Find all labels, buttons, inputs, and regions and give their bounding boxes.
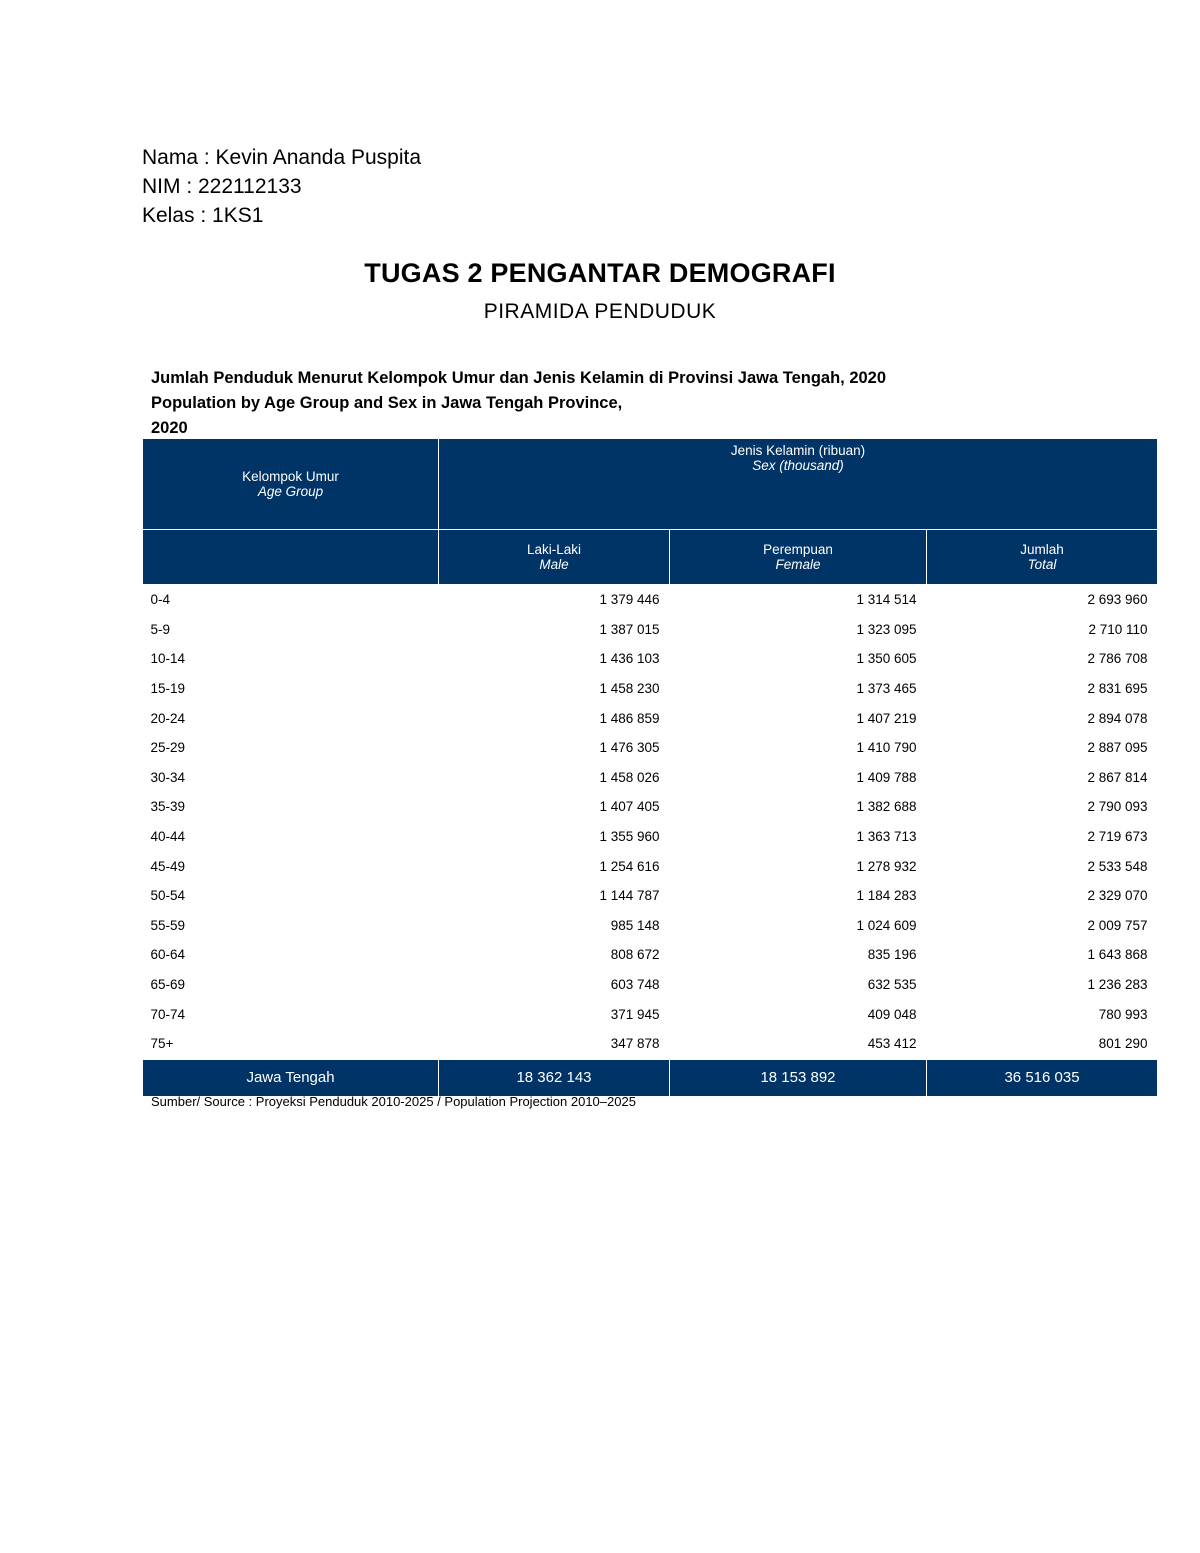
- cell-total: 2 786 708: [1087, 651, 1148, 667]
- cell-total: 2 831 695: [1087, 681, 1148, 697]
- table-row: [143, 1029, 1158, 1059]
- header-sex-label-en: Sex (thousand): [752, 458, 844, 473]
- cell-female: 1 323 095: [856, 621, 917, 637]
- table-caption: [151, 366, 886, 441]
- header-age-group-label: Kelompok Umur: [242, 469, 339, 484]
- table-row: [143, 763, 1158, 793]
- cell-age: 30-34: [150, 769, 186, 785]
- caption-line-2: Population by Age Group and Sex in Jawa Tengah Province,: [151, 394, 623, 412]
- cell-total: 2 894 078: [1087, 710, 1148, 726]
- cell-male: 985 148: [610, 917, 660, 933]
- student-nim: NIM : 222112133: [142, 175, 302, 198]
- header-sex-label: Jenis Kelamin (ribuan): [730, 443, 866, 458]
- table-row: [143, 851, 1158, 881]
- header-female-label: Perempuan: [763, 542, 833, 557]
- cell-age: 45-49: [150, 858, 186, 874]
- cell-female: 1 363 713: [856, 829, 917, 845]
- cell-male: 1 476 305: [599, 740, 660, 756]
- cell-total: 1 236 283: [1087, 977, 1148, 993]
- caption-line-1: Jumlah Penduduk Menurut Kelompok Umur dan Jenis Kelamin di Provinsi Jawa Tengah, 2020: [151, 369, 887, 387]
- cell-age: 25-29: [150, 740, 186, 756]
- header-sex: [439, 439, 1158, 530]
- cell-male: 347 878: [610, 1036, 660, 1052]
- cell-age: 75+: [150, 1036, 174, 1052]
- header-age-group: [143, 439, 439, 530]
- table-row: [143, 822, 1158, 852]
- cell-male: 808 672: [610, 947, 660, 963]
- cell-female: 1 314 514: [856, 592, 917, 608]
- cell-age: 70-74: [150, 1006, 186, 1022]
- cell-male: 1 379 446: [599, 592, 660, 608]
- table-row: [143, 703, 1158, 733]
- cell-female: 1 410 790: [856, 740, 917, 756]
- cell-age: 5-9: [150, 621, 171, 637]
- cell-male: 1 436 103: [599, 651, 660, 667]
- cell-total: 2 790 093: [1087, 799, 1148, 815]
- student-name: Nama : Kevin Ananda Puspita: [142, 146, 422, 169]
- table-body: [143, 585, 1158, 1097]
- cell-total: 2 009 757: [1087, 917, 1148, 933]
- cell-female: 835 196: [867, 947, 917, 963]
- cell-age: 55-59: [150, 917, 186, 933]
- cell-male: 1 355 960: [599, 829, 660, 845]
- header-total-label-en: Total: [1027, 557, 1057, 572]
- header-total-label: Jumlah: [1020, 542, 1064, 557]
- cell-female: 1 024 609: [856, 917, 917, 933]
- cell-female: 1 350 605: [856, 651, 917, 667]
- cell-total: 2 533 548: [1087, 858, 1148, 874]
- cell-total: 2 693 960: [1087, 592, 1148, 608]
- header-total: [927, 530, 1158, 585]
- cell-female: 1 382 688: [856, 799, 917, 815]
- cell-age: 0-4: [150, 592, 171, 608]
- cell-total: 780 993: [1098, 1006, 1148, 1022]
- source-note: Sumber/ Source : Proyeksi Penduduk 2010-2025 / Population Projection 2010–2025: [151, 1094, 636, 1109]
- cell-total: 2 867 814: [1087, 769, 1148, 785]
- cell-age: 35-39: [150, 799, 186, 815]
- caption-line-3: 2020: [151, 419, 188, 437]
- page-subtitle: PIRAMIDA PENDUDUK: [483, 300, 717, 323]
- cell-total: 1 643 868: [1087, 947, 1148, 963]
- cell-male: 371 945: [610, 1006, 660, 1022]
- cell-age: 65-69: [150, 977, 186, 993]
- cell-male: 1 407 405: [599, 799, 660, 815]
- table-row: [143, 881, 1158, 911]
- cell-female: 632 535: [867, 977, 917, 993]
- header-age-group-label-en: Age Group: [257, 484, 324, 499]
- cell-male: 603 748: [610, 977, 660, 993]
- table-row: [143, 911, 1158, 941]
- cell-male: 1 144 787: [599, 888, 660, 904]
- cell-female: 1 184 283: [856, 888, 917, 904]
- cell-female: 409 048: [867, 1006, 917, 1022]
- header-female: [670, 530, 927, 585]
- cell-total: 2 329 070: [1087, 888, 1148, 904]
- header-blank: [143, 530, 439, 585]
- header-female-label-en: Female: [775, 557, 821, 572]
- table-row: [143, 970, 1158, 1000]
- cell-age: 60-64: [150, 947, 186, 963]
- table-row: [143, 792, 1158, 822]
- cell-age: 10-14: [150, 651, 186, 667]
- page-title: TUGAS 2 PENGANTAR DEMOGRAFI: [364, 258, 836, 288]
- cell-female: 1 278 932: [856, 858, 917, 874]
- table-row: [143, 674, 1158, 704]
- cell-female: 1 373 465: [856, 681, 917, 697]
- total-label: Jawa Tengah: [143, 1059, 439, 1096]
- total-male: 18 362 143: [439, 1059, 670, 1096]
- cell-age: 20-24: [150, 710, 186, 726]
- table-row: [143, 585, 1158, 615]
- cell-total: 2 887 095: [1087, 740, 1148, 756]
- cell-total: 2 710 110: [1088, 621, 1148, 637]
- cell-male: 1 458 230: [599, 681, 660, 697]
- total-total: 36 516 035: [927, 1059, 1158, 1096]
- header-male: [439, 530, 670, 585]
- student-class: Kelas : 1KS1: [142, 204, 264, 227]
- cell-female: 1 407 219: [856, 710, 917, 726]
- student-info: [142, 143, 421, 230]
- cell-male: 1 387 015: [599, 621, 660, 637]
- cell-male: 1 458 026: [599, 769, 660, 785]
- total-row: [143, 1059, 1158, 1096]
- header-male-label-en: Male: [539, 557, 569, 572]
- population-table: [142, 438, 1158, 1097]
- cell-total: 2 719 673: [1087, 829, 1148, 845]
- cell-total: 801 290: [1098, 1036, 1148, 1052]
- table-row: [143, 644, 1158, 674]
- total-female: 18 153 892: [670, 1059, 927, 1096]
- cell-female: 453 412: [867, 1036, 917, 1052]
- cell-age: 15-19: [150, 681, 186, 697]
- table-row: [143, 940, 1158, 970]
- table-row: [143, 615, 1158, 645]
- cell-female: 1 409 788: [856, 769, 917, 785]
- cell-age: 50-54: [150, 888, 186, 904]
- table-row: [143, 733, 1158, 763]
- header-male-label: Laki-Laki: [526, 542, 582, 557]
- table-row: [143, 999, 1158, 1029]
- cell-age: 40-44: [150, 829, 186, 845]
- cell-male: 1 254 616: [599, 858, 660, 874]
- cell-male: 1 486 859: [599, 710, 660, 726]
